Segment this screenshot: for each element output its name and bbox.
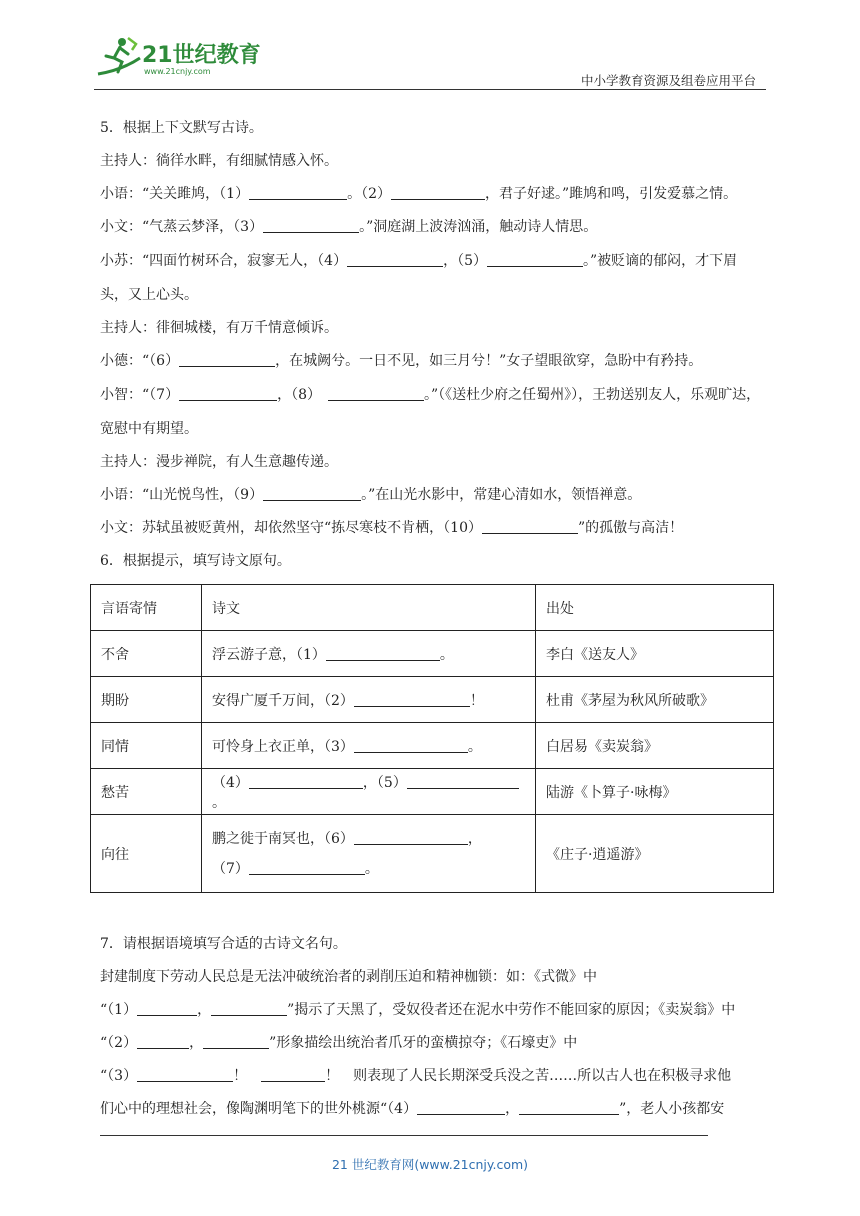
q7-blank[interactable] — [137, 1032, 189, 1049]
q7-title: 7．请根据语境填写合适的古诗文名句。 — [100, 936, 347, 952]
table-row — [91, 723, 774, 769]
emotion-cell: 期盼 — [91, 677, 202, 723]
q7-line: “（3） ！ ！ 则表现了人民长期深受兵没之苦……所以古人也在积极寻求他 — [100, 1060, 764, 1093]
table-blank-6[interactable] — [354, 828, 468, 845]
emotion-cell: 向往 — [91, 815, 202, 893]
answer-blank-5[interactable] — [487, 250, 583, 267]
emotion-cell: 同情 — [91, 723, 202, 769]
emotion-cell: 不舍 — [91, 631, 202, 677]
answer-blank-4[interactable] — [347, 250, 443, 267]
header-cell: 言语寄情 — [91, 585, 202, 631]
svg-text:www.21cnjy.com: www.21cnjy.com — [144, 67, 211, 76]
poem-table — [90, 584, 774, 893]
source-cell: 陆游《卜算子·咏梅》 — [536, 769, 774, 815]
q5-line: 主持人：徘徊城楼，有万千情意倾诉。 — [100, 320, 338, 336]
answer-blank-10[interactable] — [482, 517, 578, 534]
page-header — [0, 0, 860, 100]
answer-blank-7[interactable] — [179, 384, 277, 401]
source-cell: 李白《送友人》 — [536, 631, 774, 677]
svg-text:21世纪教育: 21世纪教育 — [142, 43, 261, 68]
runner-logo-icon — [92, 34, 262, 80]
answer-blank-6[interactable] — [179, 350, 275, 367]
header-cell: 诗文 — [202, 585, 536, 631]
q7-blank[interactable] — [261, 1065, 325, 1082]
q7-line: “（2） ， ”形象描绘出统治者爪牙的蛮横掠夺；《石壕吏》中 — [100, 1027, 764, 1060]
table-blank-3[interactable] — [354, 736, 468, 753]
poem-cell: 可怜身上衣正单，（3） 。 — [202, 723, 536, 769]
answer-blank-1[interactable] — [249, 183, 347, 200]
table-blank-5[interactable] — [407, 772, 519, 789]
poem-cell: 浮云游子意，（1） 。 — [202, 631, 536, 677]
table-row — [91, 769, 774, 815]
q7-blank[interactable] — [211, 999, 287, 1016]
q5-line: 小智：“（7） ，（8） 。”（《送杜少府之任蜀州》），王勃送别友人，乐观旷达，宽慰中有期望。 — [100, 378, 764, 446]
q5-title: 5．根据上下文默写古诗。 — [100, 120, 263, 136]
platform-title: 中小学教育资源及组卷应用平台 — [580, 73, 756, 88]
poem-cell: 安得广厦千万间，（2） ！ — [202, 677, 536, 723]
q5-line: 小苏：“四面竹树环合，寂寥无人，（4） ，（5） 。”被贬谪的郁闷，才下眉头，又上心头。 — [100, 244, 764, 312]
source-cell: 白居易《卖炭翁》 — [536, 723, 774, 769]
q7-blank[interactable] — [519, 1098, 619, 1115]
header-divider — [94, 89, 766, 90]
question-7 — [100, 928, 764, 1126]
site-logo[interactable] — [92, 34, 262, 80]
source-cell: 《庄子·逍遥游》 — [536, 815, 774, 893]
q5-line: 小德：“（6） ，在城阙兮。一日不见，如三月兮！”女子望眼欲穿，急盼中有矜持。 — [100, 345, 764, 378]
q5-line: 小语：“山光悦鸟性，（9） 。”在山光水影中，常建心清如水，领悟禅意。 — [100, 479, 764, 512]
table-row — [91, 677, 774, 723]
answer-blank-2[interactable] — [391, 183, 485, 200]
header-cell: 出处 — [536, 585, 774, 631]
q7-line: “（1） ， ”揭示了天黑了，受奴役者还在泥水中劳作不能回家的原因；《卖炭翁》中 — [100, 994, 764, 1027]
q5-line: 小文：苏轼虽被贬黄州，却依然坚守“拣尽寒枝不肯栖，（10） ”的孤傲与高洁！ — [100, 512, 764, 545]
table-row — [91, 815, 774, 893]
table-blank-7[interactable] — [249, 858, 365, 875]
question-5 — [100, 112, 764, 578]
q7-blank[interactable] — [137, 999, 197, 1016]
table-row — [91, 631, 774, 677]
poem-cell: 鹏之徙于南冥也，（6） ， （7） 。 — [202, 815, 536, 893]
q7-line: 封建制度下劳动人民总是无法冲破统治者的剥削压迫和精神枷锁：如：《式微》中 — [100, 969, 597, 985]
table-blank-1[interactable] — [326, 644, 440, 661]
q7-blank[interactable] — [203, 1032, 269, 1049]
source-cell: 杜甫《茅屋为秋风所破歌》 — [536, 677, 774, 723]
table-blank-2[interactable] — [354, 690, 470, 707]
poem-cell: （4） ，（5）。 — [202, 769, 536, 815]
emotion-cell: 愁苦 — [91, 769, 202, 815]
q5-line: 主持人：漫步禅院，有人生意趣传递。 — [100, 454, 338, 470]
answer-blank-3[interactable] — [263, 216, 359, 233]
q7-blank[interactable] — [417, 1098, 505, 1115]
q6-title: 6．根据提示，填写诗文原句。 — [100, 553, 291, 569]
answer-blank-9[interactable] — [263, 484, 361, 501]
q5-line: 小文：“气蒸云梦泽，（3） 。”洞庭湖上波涛汹涌，触动诗人情思。 — [100, 211, 764, 244]
answer-blank-8[interactable] — [328, 384, 424, 401]
q7-line: 们心中的理想社会，像陶渊明笔下的世外桃源“（4） ， ”，老人小孩都安 — [100, 1093, 764, 1126]
table-header-row — [91, 585, 774, 631]
footer-divider — [100, 1135, 708, 1136]
q5-line: 主持人：徜徉水畔，有细腻情感入怀。 — [100, 153, 338, 169]
table-blank-4[interactable] — [249, 772, 363, 789]
q5-line: 小语：“关关雎鸠，（1） 。（2） ，君子好逑。”雎鸠和鸣，引发爱慕之情。 — [100, 178, 764, 211]
q7-blank[interactable] — [137, 1065, 233, 1082]
footer-link[interactable]: 21 世纪教育网(www.21cnjy.com) — [331, 1157, 529, 1172]
